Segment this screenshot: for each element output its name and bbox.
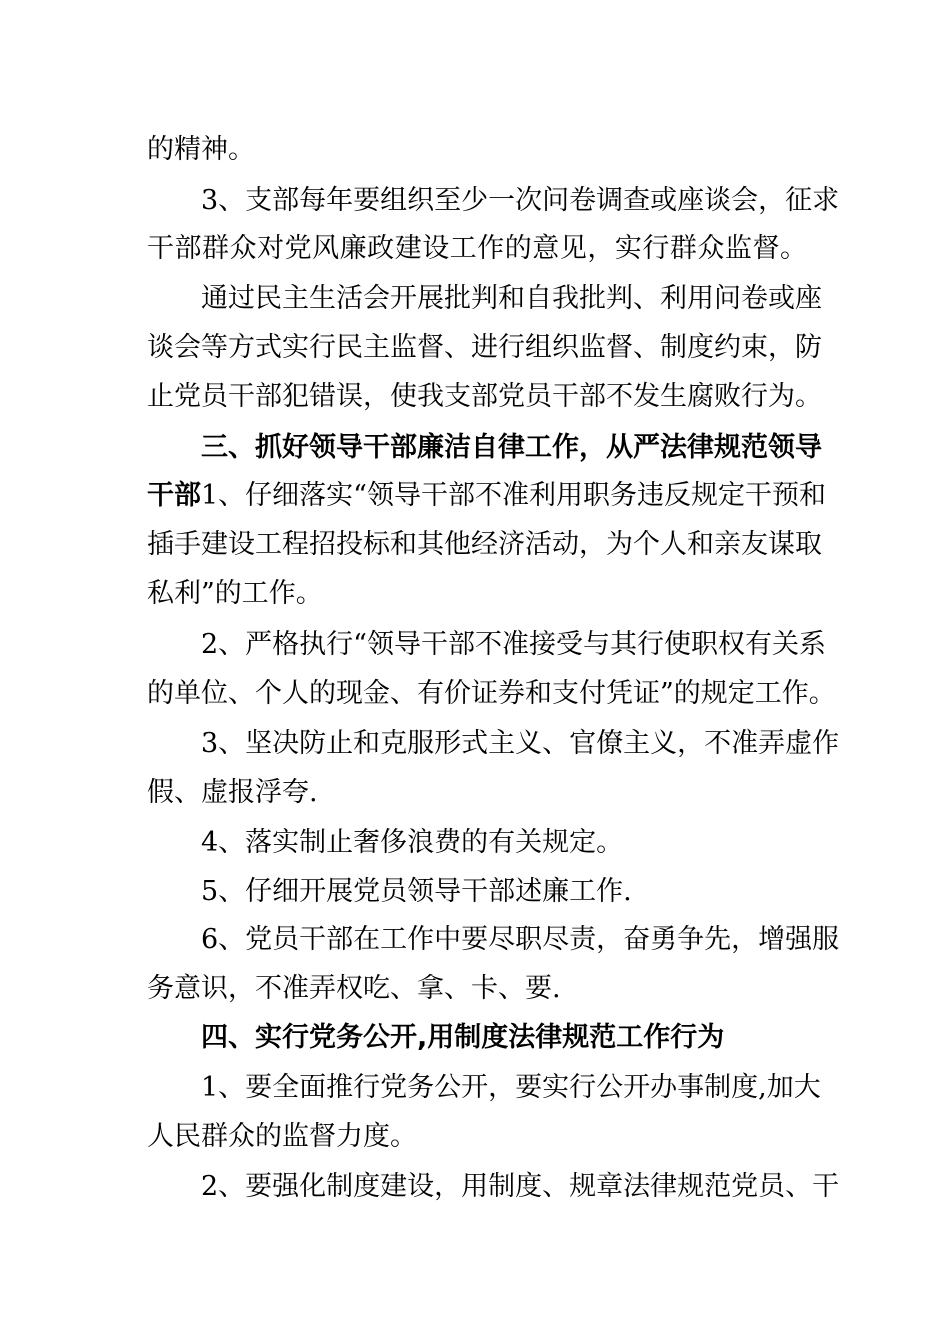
paragraph-line: 止党员干部犯错误，使我支部党员干部不发生腐败行为。	[147, 381, 822, 412]
paragraph-line: 务意识，不准弄权吃、拿、卡、要.	[147, 973, 561, 1004]
paragraph-line: 的精神。	[147, 134, 255, 165]
paragraph-line: 通过民主生活会开展批判和自我批判、利用问卷或座	[201, 283, 822, 314]
paragraph-line: 6、党员干部在工作中要尽职尽责，奋勇争先，增强服	[201, 924, 840, 955]
section-heading: 四、实行党务公开,用制度法律规范工作行为	[201, 1022, 725, 1053]
paragraph-line: 3、坚决防止和克服形式主义、官僚主义，不准弄虚作	[201, 728, 840, 759]
paragraph-line	[147, 476, 826, 516]
section-heading: 三、抓好领导干部廉洁自律工作，从严法律规范领导	[201, 432, 822, 463]
paragraph-line: 2、要强化制度建设，用制度、规章法律规范党员、干	[201, 1171, 840, 1202]
paragraph-line: 假、虚报浮夸.	[147, 777, 318, 808]
paragraph-text: 1、仔细落实“领导干部不准利用职务违反规定干预和	[201, 480, 826, 511]
paragraph-line: 5、仔细开展党员领导干部述廉工作.	[201, 876, 632, 907]
paragraph-line: 私利”的工作。	[147, 578, 323, 609]
paragraph-line: 插手建设工程招投标和其他经济活动，为个人和亲友谋取	[147, 529, 822, 560]
paragraph-line: 人民群众的监督力度。	[147, 1121, 417, 1152]
paragraph-line: 3、支部每年要组织至少一次问卷调查或座谈会，征求	[201, 185, 840, 216]
paragraph-line: 2、严格执行“领导干部不准接受与其行使职权有关系	[201, 629, 826, 660]
paragraph-line: 谈会等方式实行民主监督、进行组织监督、制度约束，防	[147, 332, 822, 363]
section-heading-continuation: 干部	[147, 480, 201, 511]
paragraph-line: 4、落实制止奢侈浪费的有关规定。	[201, 827, 624, 858]
paragraph-line: 1、要全面推行党务公开，要实行公开办事制度,加大	[201, 1072, 821, 1103]
paragraph-line: 的单位、个人的现金、有价证券和支付凭证”的规定工作。	[147, 678, 836, 709]
paragraph-line: 干部群众对党风廉政建设工作的意见，实行群众监督。	[147, 233, 807, 264]
